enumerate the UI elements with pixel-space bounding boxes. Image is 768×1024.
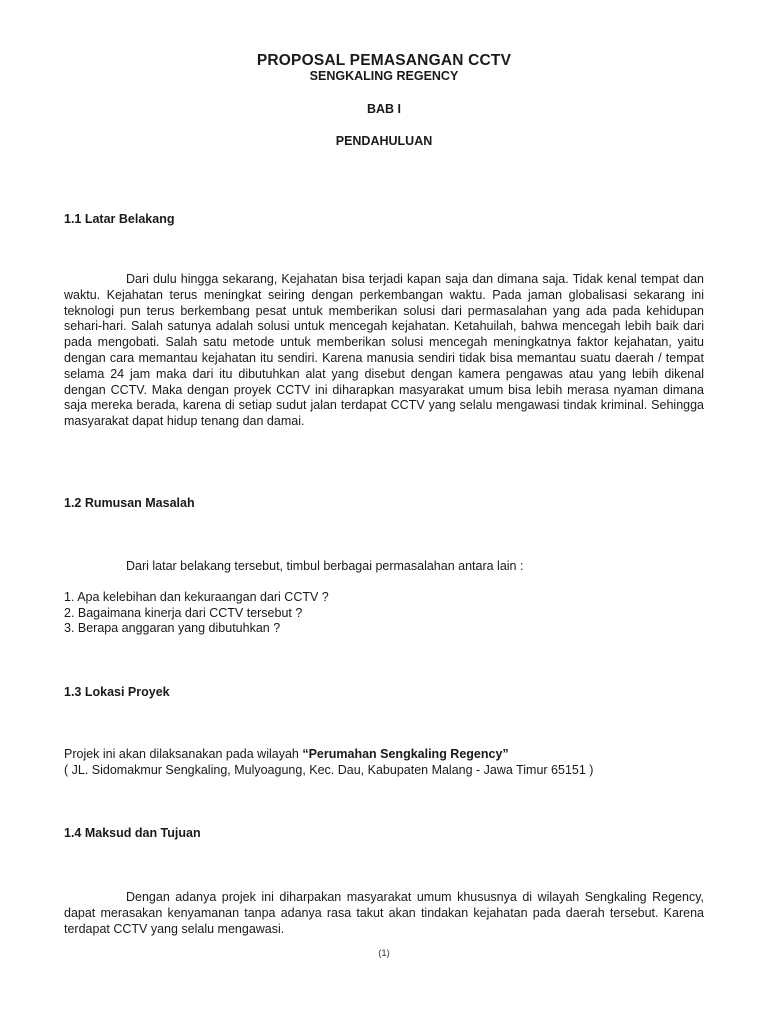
document-subtitle: SENGKALING REGENCY — [309, 69, 459, 83]
paragraph-latar-belakang — [64, 272, 704, 430]
list-item: 1. Apa kelebihan dan kekuraangan dari CCTV ? — [64, 590, 329, 604]
chapter-number: BAB I — [366, 102, 402, 116]
location-line — [64, 746, 593, 762]
location-address: ( JL. Sidomakmur Sengkaling, Mulyoagung, Kec. Dau, Kabupaten Malang - Jawa Timur 65151 ) — [64, 763, 594, 777]
location-name: “Perumahan Sengkaling Regency” — [302, 747, 509, 761]
paragraph-text: Dari latar belakang tersebut, timbul berbagai permasalahan antara lain : — [126, 559, 524, 573]
document-title: PROPOSAL PEMASANGAN CCTV — [256, 52, 512, 69]
section-heading-lokasi-proyek: 1.3 Lokasi Proyek — [64, 685, 170, 699]
section-heading-latar-belakang: 1.1 Latar Belakang — [64, 212, 175, 226]
problem-list — [64, 590, 329, 637]
paragraph-text: Dengan adanya projek ini diharpakan masyarakat umum khususnya di wilayah Sengkaling Regency, dapat merasakan kenyamanan tanpa adanya rasa takut akan tindakan kejahatan pada daerah tersebut. Karena terdapat CCTV yang selalu mengawasi. — [64, 890, 704, 936]
paragraph-text: Dari dulu hingga sekarang, Kejahatan bisa terjadi kapan saja dan dimana saja. Tidak kenal tempat dan waktu. Kejahatan terus meningkat seiring dengan perkembangan waktu. Pada jaman globalisasi sekarang ini teknologi pun terus berkembang pesat untuk memberikan solusi dari permasalahan yang ada pada kehidupan sehari-hari. Salah satunya adalah solusi untuk mencegah kejahatan. Ketahuilah, bahwa mencegah lebih baik dari pada mengobati. Salah satu metode untuk memberikan solusi mencegah meningkatnya faktor kejahatan, yaitu dengan cara memantau kejahatan itu sendiri. Karena manusia sendiri tidak bisa memantau suatu daerah / tempat selama 24 jam maka dari itu dibutuhkan alat yang disebut dengan kamera pengawas atau yang lebih dikenal dengan CCTV. Maka dengan proyek CCTV ini diharapkan masyarakat umum bisa lebih merasa nyaman dimana saja mereka berada, karena di setiap sudut jalan terdapat CCTV yang selalu mengawasi tindak kriminal. Sehingga masyarakat dapat hidup tenang dan damai. — [64, 272, 704, 429]
list-item: 2. Bagaimana kinerja dari CCTV tersebut ? — [64, 605, 303, 620]
page-number: (1) — [378, 948, 390, 959]
list-item: 3. Berapa anggaran yang dibutuhkan ? — [64, 621, 281, 635]
paragraph-lokasi — [64, 746, 593, 778]
location-prefix: Projek ini akan dilaksanakan pada wilayah — [64, 747, 303, 761]
section-heading-rumusan-masalah: 1.2 Rumusan Masalah — [64, 496, 195, 510]
paragraph-maksud-tujuan — [64, 890, 704, 937]
chapter-title: PENDAHULUAN — [335, 134, 433, 148]
paragraph-rumusan-intro — [64, 559, 704, 575]
section-heading-maksud-tujuan: 1.4 Maksud dan Tujuan — [64, 826, 201, 840]
